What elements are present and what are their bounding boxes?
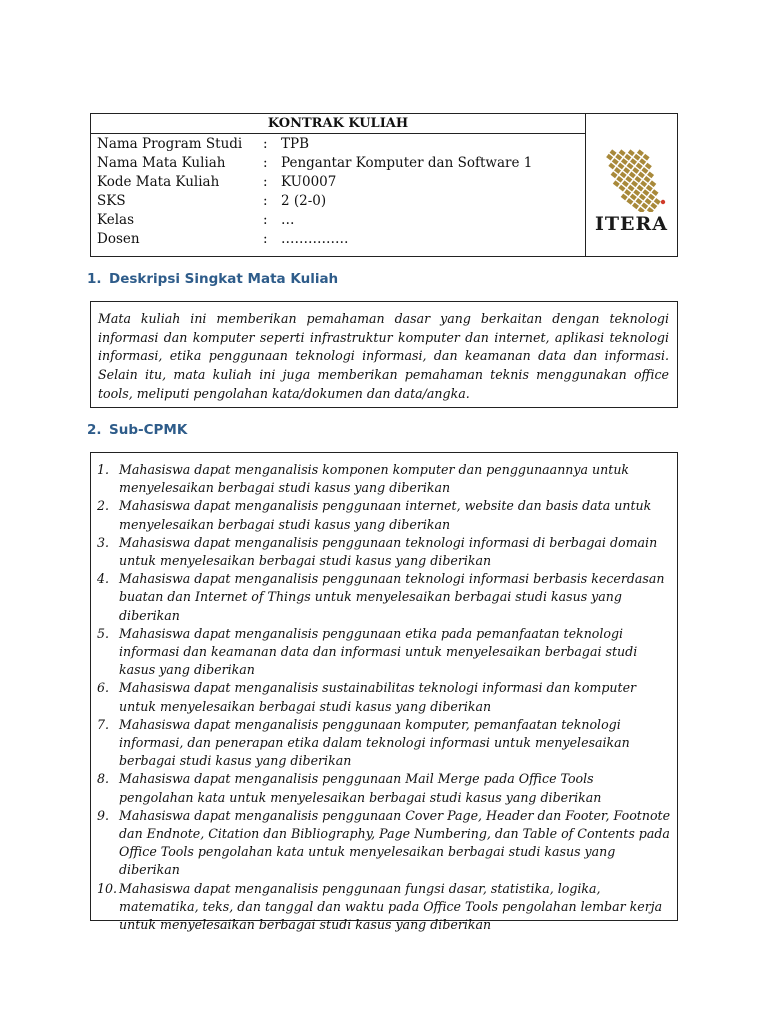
list-item-number: 8. [97, 771, 110, 787]
subcpmk-box [90, 452, 678, 933]
course-info-rows [91, 134, 585, 249]
info-value: KU0007 [281, 174, 337, 190]
course-info-cell [91, 114, 586, 256]
list-item-text: Mahasiswa dapat menganalisis sustainabilitas teknologi informasi dan komputer untuk menyelesaikan berbagai studi kasus yang diberikan [119, 680, 637, 714]
list-item-number: 2. [97, 498, 110, 514]
info-label: Kode Mata Kuliah [97, 174, 220, 190]
info-label: Dosen [97, 231, 140, 247]
contract-title: KONTRAK KULIAH [91, 114, 585, 134]
info-separator: : [263, 155, 268, 171]
list-item-text: Mahasiswa dapat menganalisis penggunaan internet, website dan basis data untuk menyelesaikan berbagai studi kasus yang diberikan [119, 498, 652, 532]
info-value: …………… [281, 231, 349, 247]
list-item [97, 880, 671, 935]
list-item-number: 7. [97, 716, 110, 732]
list-item [97, 770, 671, 806]
section-heading-subcpmk [87, 422, 187, 438]
logo-tiles [592, 136, 672, 212]
info-row [91, 154, 585, 173]
itera-logo-icon [592, 136, 672, 212]
list-item [97, 497, 671, 533]
list-item-text: Mahasiswa dapat menganalisis penggunaan Mail Merge pada Office Tools pengolahan kata untuk menyelesaikan berbagai studi kasus yang diberikan [119, 771, 602, 805]
list-item [97, 807, 671, 880]
section-title: Sub-CPMK [109, 422, 188, 438]
list-item [97, 625, 671, 680]
list-item-number: 9. [97, 807, 110, 823]
info-value: TPB [281, 136, 310, 152]
list-item-number: 5. [97, 625, 110, 641]
course-contract-header [90, 113, 678, 257]
info-value: 2 (2-0) [281, 193, 327, 209]
info-row [91, 135, 585, 154]
subcpmk-list [97, 461, 671, 934]
section-title: Deskripsi Singkat Mata Kuliah [109, 271, 339, 287]
list-item-number: 10. [97, 880, 118, 896]
section-number: 1. [87, 271, 102, 287]
list-item-text: Mahasiswa dapat menganalisis penggunaan etika pada pemanfaatan teknologi informasi dan keamanan data dan informasi untuk menyelesaikan berbagai studi kasus yang diberikan [119, 625, 638, 678]
list-item-number: 3. [97, 534, 110, 550]
info-label: SKS [97, 193, 126, 209]
info-row [91, 211, 585, 230]
list-item-text: Mahasiswa dapat menganalisis penggunaan fungsi dasar, statistika, logika, matematika, teks, dan tanggal dan waktu pada Office Tools pengolahan lembar kerja untuk menyelesaikan berbagai studi kasus yang diberikan [119, 880, 663, 933]
info-label: Nama Mata Kuliah [97, 155, 226, 171]
logo-dot [661, 200, 665, 204]
info-separator: : [263, 174, 268, 190]
section-heading-description [87, 271, 338, 287]
list-item-number: 6. [97, 680, 110, 696]
list-item [97, 716, 671, 771]
info-separator: : [263, 231, 268, 247]
info-row [91, 230, 585, 249]
description-box [90, 301, 678, 408]
section-number: 2. [87, 422, 102, 438]
list-item [97, 534, 671, 570]
info-separator: : [263, 136, 268, 152]
logo-cell [586, 114, 677, 256]
list-item-number: 4. [97, 571, 110, 587]
info-separator: : [263, 193, 268, 209]
list-item [97, 679, 671, 715]
info-value: Pengantar Komputer dan Software 1 [281, 155, 533, 171]
list-item-text: Mahasiswa dapat menganalisis penggunaan Cover Page, Header dan Footer, Footnote dan Endnote, Citation dan Bibliography, Page Numbering, dan Table of Contents pada Office Tools pengolahan kata untuk menyelesaikan berbagai studi kasus yang diberikan [119, 807, 671, 878]
info-label: Kelas [97, 212, 135, 228]
info-row [91, 173, 585, 192]
list-item-text: Mahasiswa dapat menganalisis penggunaan teknologi informasi berbasis kecerdasan buatan dan Internet of Things untuk menyelesaikan berbagai studi kasus yang diberikan [119, 571, 665, 623]
info-label: Nama Program Studi [97, 136, 243, 152]
list-item [97, 570, 671, 625]
list-item-text: Mahasiswa dapat menganalisis komponen komputer dan penggunaannya untuk menyelesaikan berbagai studi kasus yang diberikan [119, 462, 630, 496]
list-item-number: 1. [97, 462, 110, 477]
logo-text: ITERA [594, 213, 669, 235]
description-text: Mata kuliah ini memberikan pemahaman dasar yang berkaitan dengan teknologi informasi dan komputer seperti infrastruktur komputer dan internet, aplikasi teknologi informasi, etika penggunaan teknologi informasi, dan keamanan data dan informasi. Selain itu, mata kuliah ini juga memberikan pemahaman teknis menggunakan office tools, meliputi pengolahan kata/dokumen dan data/angka. [98, 311, 669, 401]
list-item [97, 461, 671, 497]
info-value: … [281, 212, 295, 228]
info-row [91, 192, 585, 211]
list-item-text: Mahasiswa dapat menganalisis penggunaan teknologi informasi di berbagai domain untuk menyelesaikan berbagai studi kasus yang diberikan [119, 534, 658, 569]
info-separator: : [263, 212, 268, 228]
list-item-text: Mahasiswa dapat menganalisis penggunaan komputer, pemanfaatan teknologi informasi, dan penerapan etika dalam teknologi informasi untuk menyelesaikan berbagai studi kasus yang diberikan [119, 716, 630, 769]
